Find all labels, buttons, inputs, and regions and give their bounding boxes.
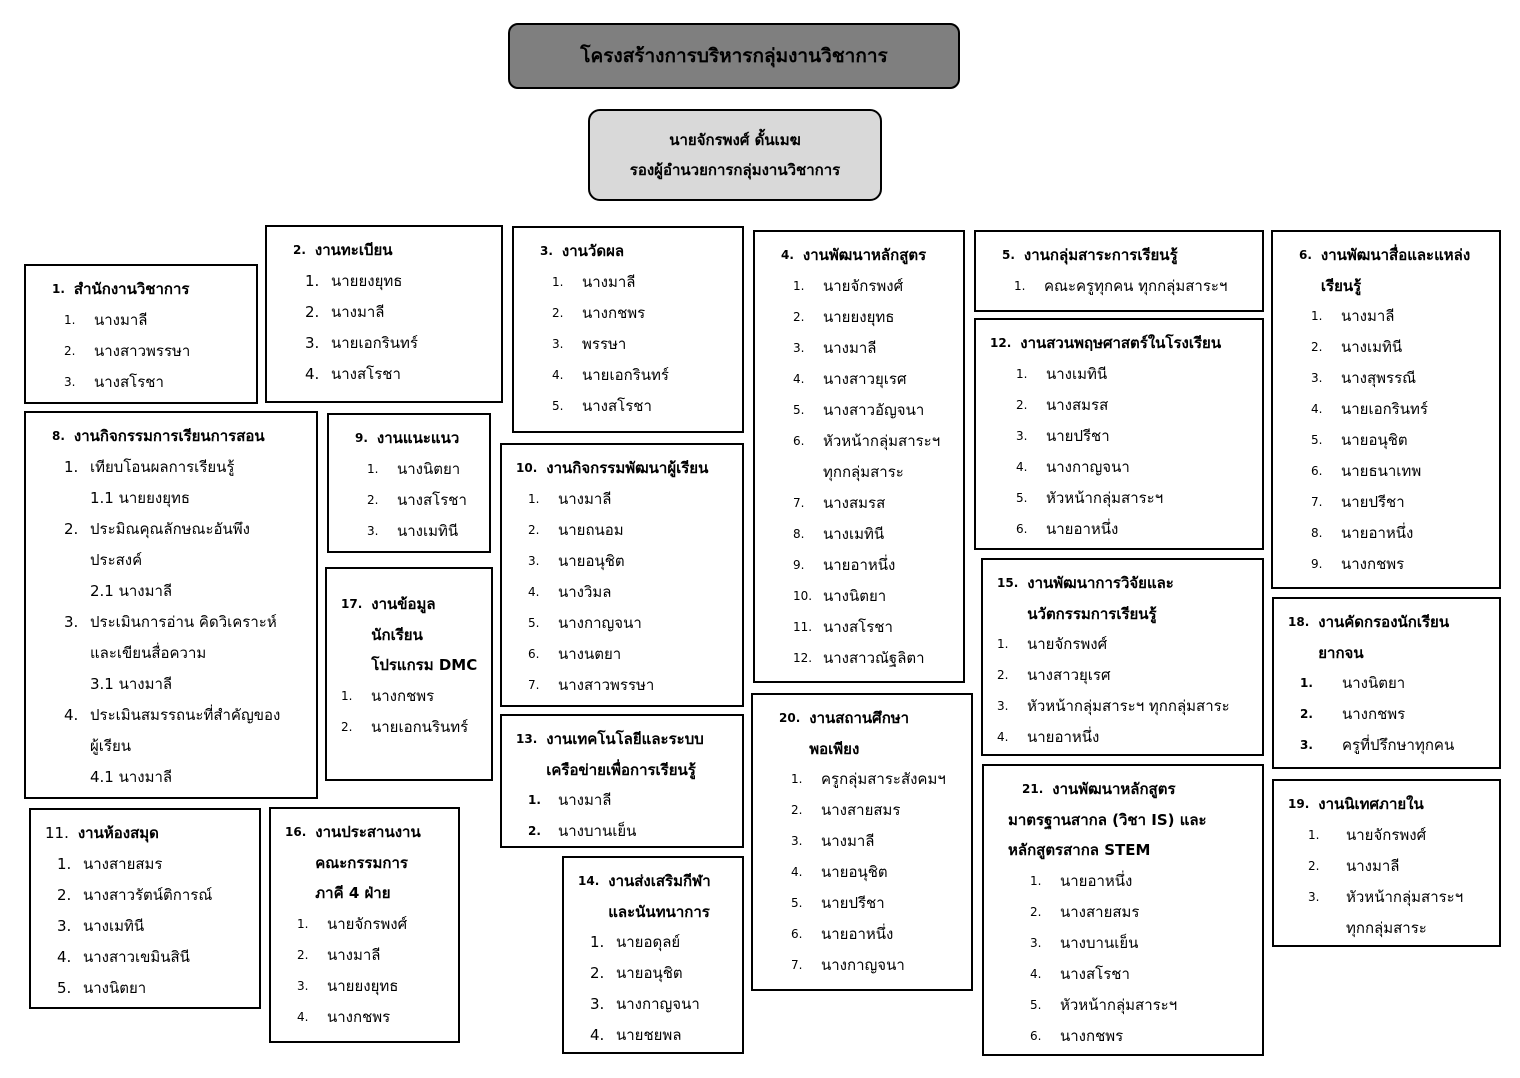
list-item: 2. นายเอกนรินทร์ (341, 717, 469, 736)
list-item: ทุกกลุ่มสาระ (823, 462, 904, 481)
list-item: 2. นางกชพร (552, 303, 646, 322)
list-item: 7. นางกาญจนา (791, 956, 905, 974)
list-item: 5. นางสโรชา (552, 396, 652, 415)
list-item: 4.1 นางมาลี (90, 767, 173, 786)
box-13: 13. งานเทคโนโลยีและระบบ เครือข่ายเพื่อการเรียนรู้ 1. นางมาลี 2. นางบานเย็น (500, 714, 744, 848)
list-item: 3. นางสุพรรณี (1311, 369, 1417, 387)
box-5: 5. งานกลุ่มสาระการเรียนรู้ 1. คณะครูทุกคน ทุกกลุ่มสาระฯ (974, 230, 1264, 312)
box-17: 17. งานข้อมูล นักเรียน โปรแกรม DMC 1. นางกชพร 2. นายเอกนรินทร์ (325, 567, 493, 781)
box-16: 16. งานประสานงาน คณะกรรมการ ภาคี 4 ฝ่าย 1. นายจักรพงศ์ 2. นางมาลี 3. นายยงยุทธ 4. นางกชพร (269, 807, 460, 1043)
list-item: 1. นางมาลี (64, 310, 148, 329)
box-20: 20. งานสถานศึกษา พอเพียง 1. ครูกลุ่มสาระสังคมฯ 2. นางสายสมร 3. นางมาลี 4. นายอนุชิต 5. นายปรีชา 6. นายอาหนึ่ง 7. นางกาญจนา (751, 693, 973, 991)
list-item: 9. นางกชพร (1311, 555, 1405, 573)
list-item: 3. หัวหน้ากลุ่มสาระฯ ทุกกลุ่มสาระ (997, 697, 1230, 715)
list-item: 1. นางมาลี (552, 272, 636, 291)
box-2: 2. งานทะเบียน 1. นายยงยุทธ 2. นางมาลี 3. นายเอกรินทร์ 4. นางสโรชา (265, 225, 503, 403)
list-item: 6. นายธนาเทพ (1311, 462, 1422, 480)
list-item: 7. นางสาวพรรษา (528, 675, 655, 694)
list-item: 4. นางสโรชา (1030, 964, 1130, 983)
list-item: 9. นายอาหนึ่ง (793, 555, 896, 574)
list-item: 1. นายจักรพงศ์ (1308, 825, 1427, 844)
list-item: 4. นายชยพล (590, 1026, 682, 1044)
box-18: 18. งานคัดกรองนักเรียน ยากจน 1. นางนิตยา 2. นางกชพร 3. ครูที่ปรึกษาทุกคน (1272, 597, 1501, 769)
box-10: 10. งานกิจกรรมพัฒนาผู้เรียน 1. นางมาลี 2. นายถนอม 3. นายอนุชิต 4. นางวิมล 5. นางกาญจนา 6. นางนตยา 7. นางสาวพรรษา (500, 443, 744, 707)
list-item: 2. นายถนอม (528, 520, 624, 539)
list-item: 6. นางนตยา (528, 644, 622, 663)
list-item: และเขียนสื่อความ (90, 643, 207, 662)
list-item: 4. นางกชพร (297, 1007, 391, 1026)
box-12: 12. งานสวนพฤษศาสตร์ในโรงเรียน 1. นางเมทินี 2. นางสมรส 3. นายปรีชา 4. นางกาญจนา 5. หัวหน้ากลุ่มสาระฯ 6. นายอาหนึ่ง (974, 318, 1264, 550)
list-item: 3. นางสโรชา (64, 372, 164, 391)
list-item: 1. นางเมทินี (1016, 364, 1108, 383)
list-item: 3. นางมาลี (791, 832, 875, 850)
list-item: 5. หัวหน้ากลุ่มสาระฯ (1030, 995, 1178, 1014)
head-name: นายจักรพงศ์ ดั้นเมฆ (669, 131, 801, 149)
list-item: 4. นายเอกรินทร์ (552, 365, 669, 384)
list-item: 4. นายเอกรินทร์ (1311, 400, 1428, 418)
list-item: 6. หัวหน้ากลุ่มสาระฯ (793, 431, 941, 450)
list-item: 4. ประเมินสมรรถนะที่สำคัญของ (64, 705, 281, 724)
list-item: 1. นายอดุลย์ (590, 933, 681, 951)
list-item: 8. นางเมทินี (793, 524, 885, 543)
list-item: 2. นางมาลี (297, 945, 381, 964)
list-item: 5. นายปรีชา (791, 894, 885, 912)
list-item: 1. คณะครูทุกคน ทุกกลุ่มสาระฯ (1014, 276, 1228, 295)
list-item: 2. นางสาวรัตน์ติการณ์ (57, 885, 213, 904)
list-item: 1. นายจักรพงศ์ (997, 635, 1108, 653)
list-item: 6. นายอาหนึ่ง (1016, 519, 1119, 538)
list-item: 5. หัวหน้ากลุ่มสาระฯ (1016, 488, 1164, 507)
list-item: 4. นางสโรชา (305, 364, 401, 383)
list-item: 1. นายจักรพงศ์ (793, 276, 904, 295)
head-box (588, 109, 882, 201)
list-item: 2. นางบานเย็น (528, 822, 637, 840)
list-item: 1.1 นายยงยุทธ (90, 488, 191, 507)
list-item: 4. นายอนุชิต (791, 863, 888, 881)
list-item: 2. นางสายสมร (1030, 902, 1140, 921)
list-item: 5. นางสาวอัญจนา (793, 400, 925, 419)
list-item: 3. พรรษา (552, 334, 627, 353)
list-item: 2.1 นางมาลี (90, 581, 173, 600)
list-item: 5. นางกาญจนา (528, 613, 642, 632)
list-item: 11. นางสโรชา (793, 617, 893, 636)
list-item: ประสงค์ (90, 550, 143, 569)
list-item: 1. นายจักรพงศ์ (297, 914, 408, 933)
list-item: 12. นางสาวณัฐลิตา (793, 648, 925, 667)
list-item: 2. นางสาวยุเรศ (997, 666, 1111, 684)
list-item: 1. นางนิตยา (1300, 674, 1406, 692)
list-item: 1. นางนิตยา (367, 459, 461, 478)
box-11: 11. งานห้องสมุด 1. นางสายสมร 2. นางสาวรัตน์ติการณ์ 3. นางเมทินี 4. นางสาวเขมินสินี 5. นางนิตยา (29, 808, 261, 1009)
list-item: 3. ครูที่ปรึกษาทุกคน (1300, 736, 1455, 754)
list-item: 3. ประเมินการอ่าน คิดวิเคราะห์ (64, 612, 277, 631)
list-item: 8. นายอาหนึ่ง (1311, 524, 1414, 542)
box-21: 21. งานพัฒนาหลักสูตร มาตรฐานสากล (วิชา IS) และ หลักสูตรสากล STEM 1. นายอาหนึ่ง 2. นางสายสมร 3. นางบานเย็น 4. นางสโรชา 5. หัวหน้ากลุ่มสาระฯ 6. นางกชพร (982, 764, 1264, 1056)
list-item: 1. นางมาลี (528, 791, 612, 809)
box-19: 19. งานนิเทศภายใน 1. นายจักรพงศ์ 2. นางมาลี 3. หัวหน้ากลุ่มสาระฯ ทุกกลุ่มสาระ (1272, 779, 1501, 947)
chart-title: โครงสร้างการบริหารกลุ่มงานวิชาการ (508, 23, 960, 89)
list-item: 7. นายปรีชา (1311, 493, 1405, 511)
list-item: ทุกกลุ่มสาระ (1346, 918, 1427, 937)
box-1: 1. สำนักงานวิชาการ 1. นางมาลี 2. นางสาวพรรษา 3. นางสโรชา (24, 264, 258, 404)
list-item: 3. นางบานเย็น (1030, 933, 1139, 952)
box-6: 6. งานพัฒนาสื่อและแหล่ง เรียนรู้ 1. นางมาลี 2. นางเมทินี 3. นางสุพรรณี 4. นายเอกรินทร์ 5. นายอนุชิต 6. นายธนาเทพ 7. นายปรีชา 8. นายอาหนึ่ง 9. นางกชพร (1271, 230, 1501, 589)
list-item: 6. นางกชพร (1030, 1026, 1124, 1045)
list-item: ผู้เรียน (90, 736, 132, 755)
list-item: 2. นางสโรชา (367, 490, 467, 509)
list-item: 5. นางนิตยา (57, 978, 147, 997)
list-item: 1. ครูกลุ่มสาระสังคมฯ (791, 770, 946, 788)
box-8: 8. งานกิจกรรมการเรียนการสอน 1. เทียบโอนผลการเรียนรู้ 1.1 นายยงยุทธ 2. ประมิณคุณลักษณะอันพึง ประสงค์ 2.1 นางมาลี 3. ประเมินการอ่าน คิดวิเคราะห์ และเขียนสื่อความ 3.1 นางมาลี 4. ประเมินสมรรถนะที่สำคัญของ ผู้เรียน 4.1 นางมาลี (24, 411, 318, 799)
list-item: 2. นางสายสมร (791, 801, 901, 819)
list-item: 1. นางมาลี (1311, 307, 1395, 325)
box-15: 15. งานพัฒนาการวิจัยและ นวัตกรรมการเรียนรู้ 1. นายจักรพงศ์ 2. นางสาวยุเรศ 3. หัวหน้ากลุ่มสาระฯ ทุกกลุ่มสาระ 4. นายอาหนึ่ง (981, 558, 1264, 756)
list-item: 3.1 นางมาลี (90, 674, 173, 693)
list-item: 2. นางกชพร (1300, 705, 1406, 723)
list-item: 3. นางเมทินี (57, 916, 145, 935)
list-item: 3. นายปรีชา (1016, 426, 1110, 445)
list-item: 4. นางสาวเขมินสินี (57, 947, 190, 966)
list-item: 7. นางสมรส (793, 493, 886, 512)
box-4: 4. งานพัฒนาหลักสูตร 1. นายจักรพงศ์ 2. นายยงยุทธ 3. นางมาลี 4. นางสาวยุเรศ 5. นางสาวอัญจนา 6. หัวหน้ากลุ่มสาระฯ ทุกกลุ่มสาระ 7. นางสมรส 8. นางเมทินี 9. นายอาหนึ่ง 10. นางนิตยา 11. นางสโรชา 12. นางสาวณัฐลิตา (753, 230, 965, 683)
list-item: 2. ประมิณคุณลักษณะอันพึง (64, 519, 250, 538)
list-item: 10. นางนิตยา (793, 586, 887, 605)
list-item: 4. นางวิมล (528, 582, 612, 601)
list-item: 4. นายอาหนึ่ง (997, 728, 1100, 746)
list-item: 1. เทียบโอนผลการเรียนรู้ (64, 457, 235, 476)
list-item: 4. นางกาญจนา (1016, 457, 1130, 476)
head-position: รองผู้อำนวยการกลุ่มงานวิชาการ (629, 161, 841, 179)
list-item: 2. นายยงยุทธ (793, 307, 895, 326)
box-3: 3. งานวัดผล 1. นางมาลี 2. นางกชพร 3. พรรษา 4. นายเอกรินทร์ 5. นางสโรชา (512, 226, 744, 433)
list-item: 2. นางสมรส (1016, 395, 1109, 414)
list-item: 3. นางกาญจนา (590, 995, 700, 1013)
list-item: 1. นางสายสมร (57, 854, 163, 873)
list-item: 3. หัวหน้ากลุ่มสาระฯ (1308, 887, 1464, 906)
box-9: 9. งานแนะแนว 1. นางนิตยา 2. นางสโรชา 3. นางเมทินี (327, 413, 491, 553)
list-item: 1. นายอาหนึ่ง (1030, 871, 1133, 890)
list-item: 1. นางกชพร (341, 686, 435, 705)
list-item: 2. นางมาลี (1308, 856, 1400, 875)
list-item: 1. นายยงยุทธ (305, 271, 403, 290)
list-item: 3. นายเอกรินทร์ (305, 333, 418, 352)
list-item: 4. นางสาวยุเรศ (793, 369, 907, 388)
list-item: 3. นางมาลี (793, 338, 877, 357)
list-item: 2. นางมาลี (305, 302, 385, 321)
list-item: 5. นายอนุชิต (1311, 431, 1408, 449)
list-item: 3. นายอนุชิต (528, 551, 625, 570)
list-item: 3. นางเมทินี (367, 521, 459, 540)
list-item: 2. นายอนุชิต (590, 964, 683, 982)
box-14: 14. งานส่งเสริมกีฬา และนันทนาการ 1. นายอดุลย์ 2. นายอนุชิต 3. นางกาญจนา 4. นายชยพล (562, 856, 744, 1054)
list-item: 2. นางสาวพรรษา (64, 341, 191, 360)
list-item: 1. นางมาลี (528, 489, 612, 508)
list-item: 6. นายอาหนึ่ง (791, 925, 894, 943)
list-item: 3. นายยงยุทธ (297, 976, 399, 995)
list-item: 2. นางเมทินี (1311, 338, 1403, 356)
